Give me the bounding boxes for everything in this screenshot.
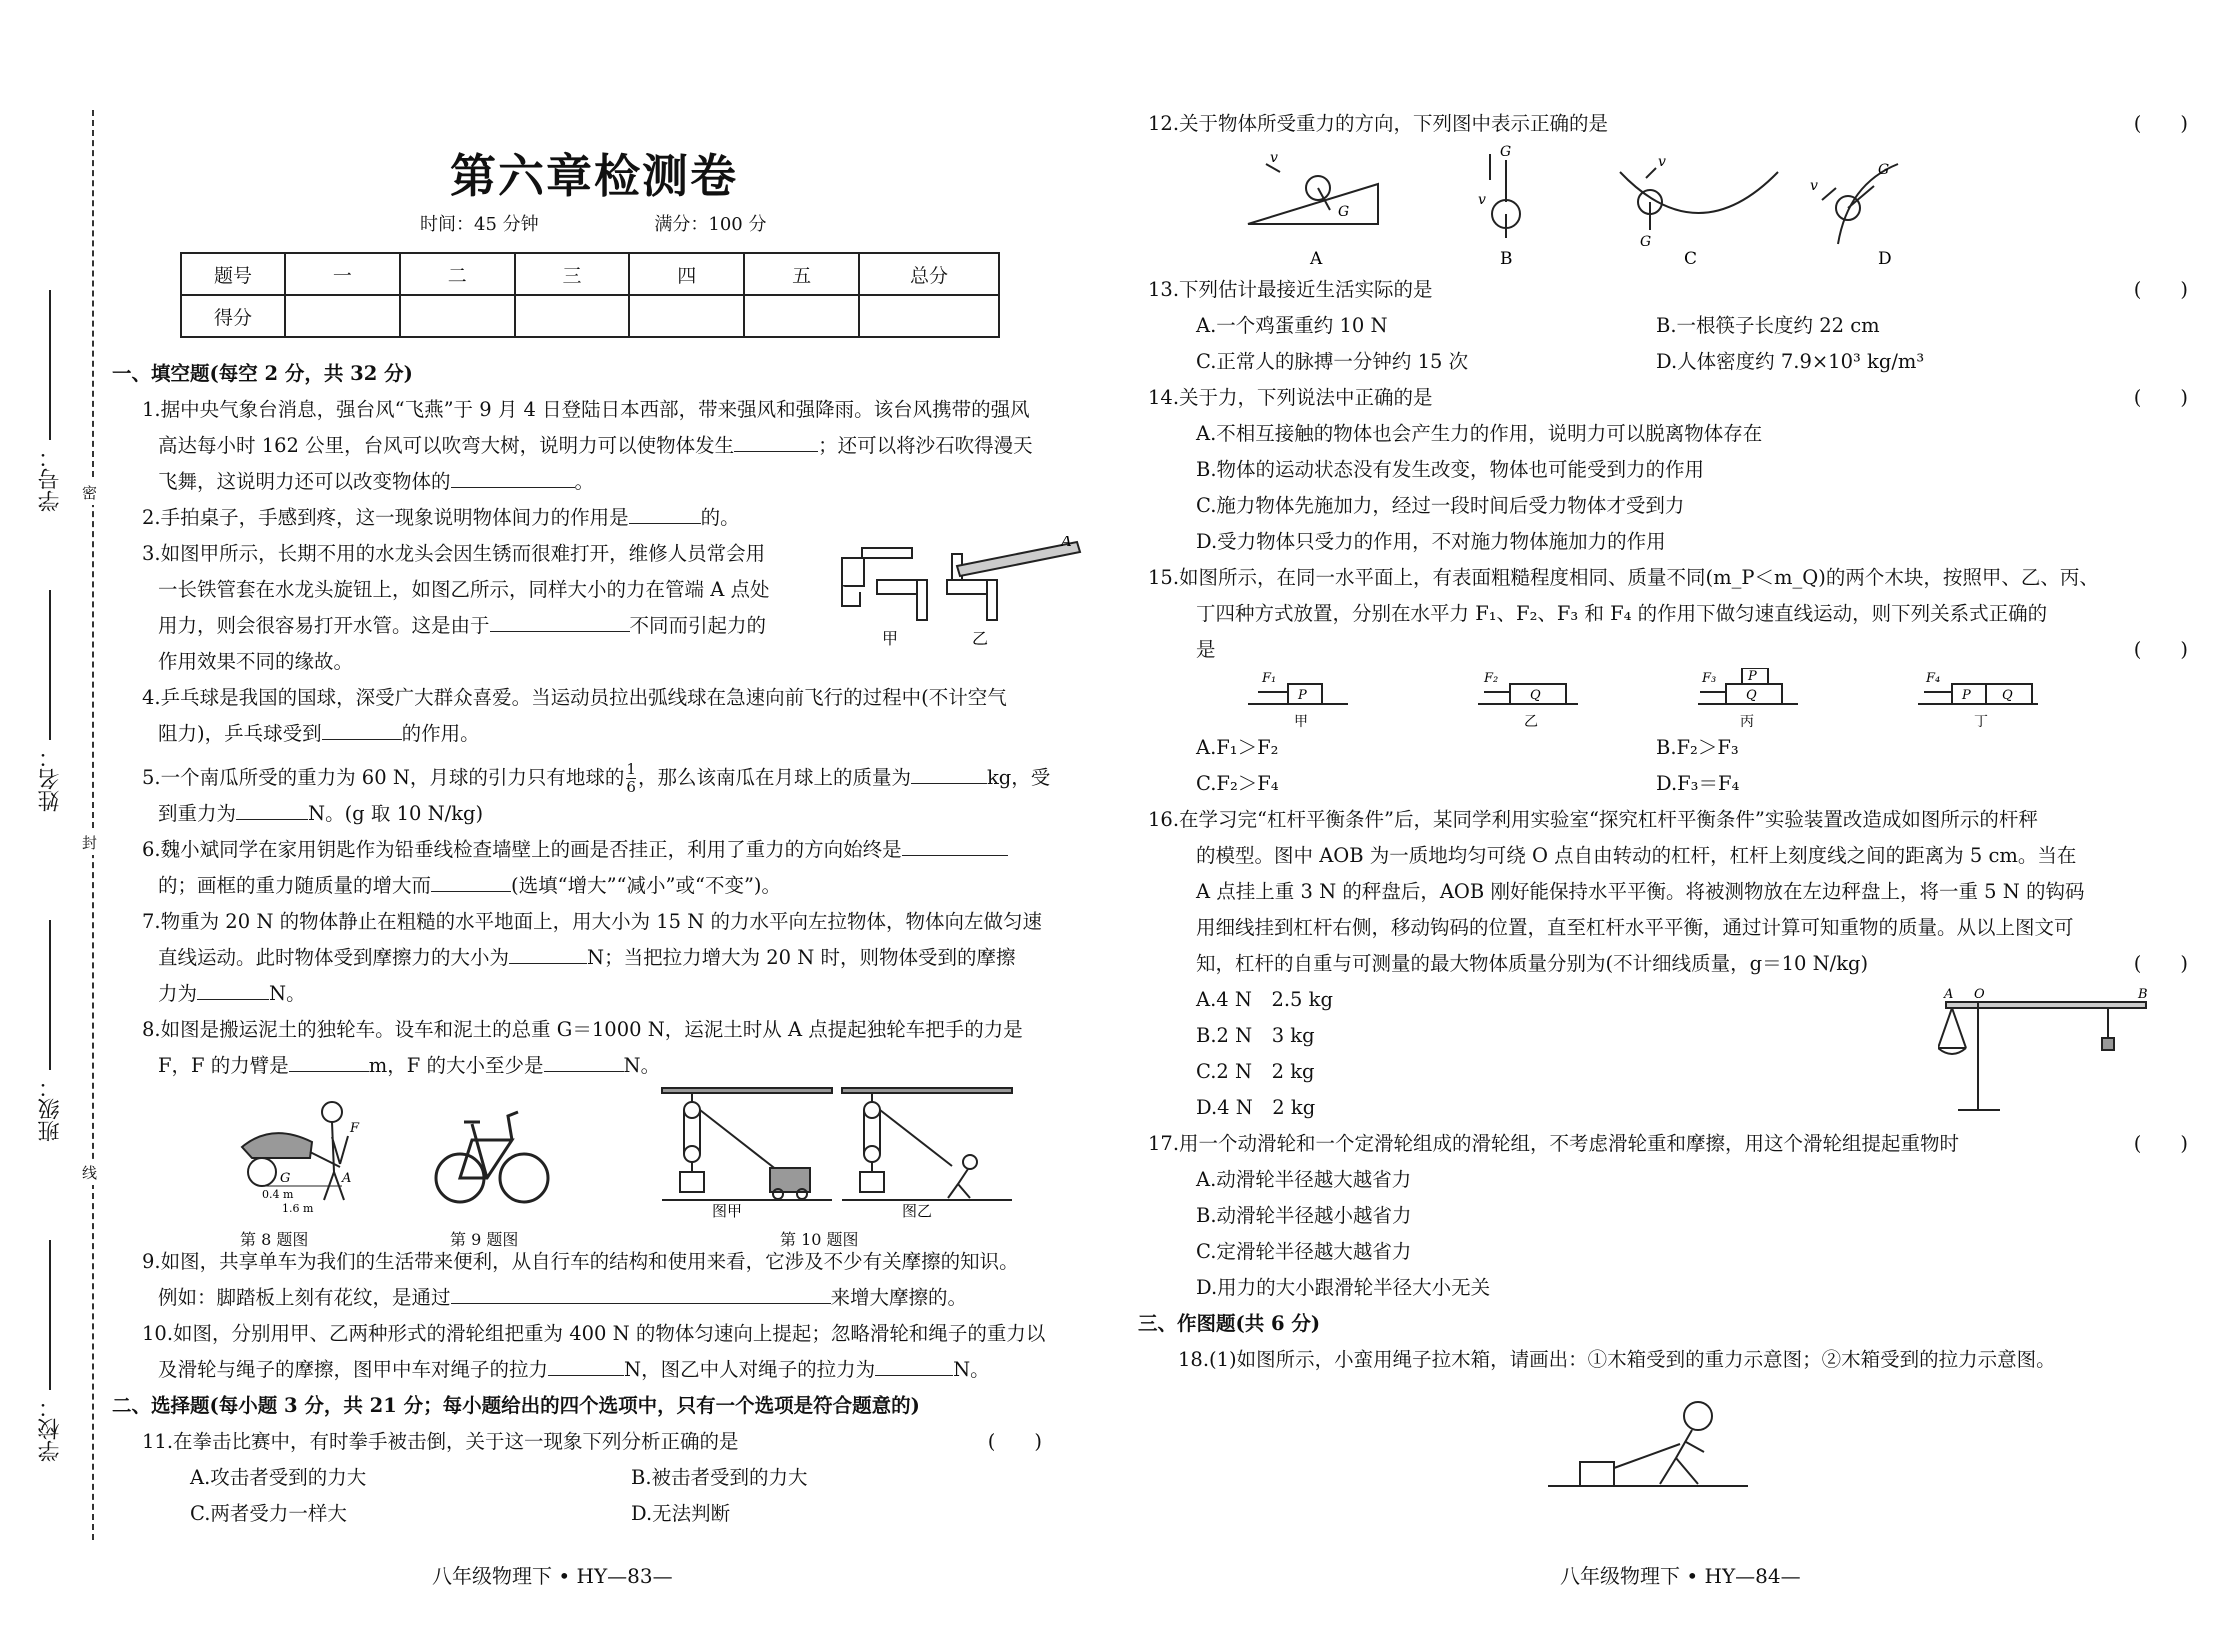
answer-paren[interactable]: ( ) <box>2133 386 2188 409</box>
question-1: 1.据中央气象台消息，强台风“飞燕”于 9 月 4 日登陆日本西部，带来强风和强降雨。该台风携带的强风 高达每小时 162 公里，台风可以吹弯大树，说明力可以使物体发生 ；还可以将沙石吹得漫天 飞舞，这说明力还可以改变物体的 。 <box>142 398 1033 493</box>
svg-text:A: A <box>342 1171 352 1186</box>
answer-blank[interactable] <box>544 1050 624 1072</box>
question-8: 8.如图是搬运泥土的独轮车。设车和泥土的总重 G＝1000 N，运泥土时从 A 点提起独轮车把手的力是 F，F 的力臂是 m，F 的大小至少是 N。 <box>142 1018 1023 1077</box>
svg-text:Q: Q <box>1746 688 1757 703</box>
svg-text:F₃: F₃ <box>1702 671 1717 686</box>
time-limit: 时间：45 分钟 <box>420 214 539 235</box>
score-header-cell: 三 <box>515 253 630 295</box>
binding-margin <box>0 110 110 1540</box>
student-id-field[interactable]: 学号： <box>30 290 70 512</box>
question-4: 4.乒乓球是我国的国球，深受广大群众喜爱。当运动员拉出弧线球在急速向前飞行的过程中(不计空气 阻力)，乒乓球受到 的作用。 <box>142 686 1007 745</box>
page-footer: 八年级物理下 • HY—84— <box>1560 1564 1801 1588</box>
option-c[interactable]: C.施力物体先施加力，经过一段时间后受力物体才受到力 <box>1196 494 1685 517</box>
svg-text:B: B <box>2138 987 2148 1002</box>
svg-text:A: A <box>1310 249 1323 269</box>
svg-text:P: P <box>1748 669 1757 684</box>
class-field[interactable]: 班级： <box>30 920 70 1142</box>
answer-paren[interactable]: ( ) <box>2133 278 2188 301</box>
fig-label-yi: 乙 <box>972 629 989 648</box>
answer-blank[interactable] <box>629 502 701 524</box>
option-a[interactable]: A.动滑轮半径越大越省力 <box>1196 1168 1412 1191</box>
svg-text:图甲: 图甲 <box>712 1202 743 1219</box>
svg-text:A: A <box>1944 987 1954 1002</box>
svg-text:v: v <box>1478 192 1486 208</box>
answer-blank[interactable] <box>451 1282 831 1304</box>
svg-text:v: v <box>1810 178 1818 194</box>
answer-paren[interactable]: ( ) <box>2133 952 2188 975</box>
q12-figures <box>1148 142 2188 272</box>
svg-text:0.4 m: 0.4 m <box>262 1188 294 1201</box>
svg-text:丙: 丙 <box>1740 714 1754 730</box>
answer-blank[interactable] <box>322 718 402 740</box>
question-7: 7.物重为 20 N 的物体静止在粗糙的水平地面上，用大小为 15 N 的力水平向左拉物体，物体向左做匀速 直线运动。此时物体受到摩擦力的大小为 N；当把拉力增大为 20 N 时，则物体受到的摩擦 力为 N。 <box>142 910 1043 1005</box>
score-table <box>180 252 1000 338</box>
svg-text:1.6 m: 1.6 m <box>282 1202 314 1215</box>
score-cell[interactable] <box>859 295 999 337</box>
svg-text:Q: Q <box>1530 688 1541 703</box>
svg-text:乙: 乙 <box>1524 714 1538 730</box>
answer-paren[interactable]: ( ) <box>987 1430 1042 1453</box>
option-b[interactable]: B.物体的运动状态没有发生改变，物体也可能受到力的作用 <box>1196 458 1705 481</box>
option-d[interactable]: D.人体密度约 7.9×10³ kg/m³ <box>1656 350 1925 373</box>
question-6: 6.魏小斌同学在家用钥匙作为铅垂线检查墙壁上的画是否挂正，利用了重力的方向始终是 的；画框的重力随质量的增大而 (选填“增大”“减小”或“不变”)。 <box>112 832 1072 904</box>
wheelbarrow-figure <box>222 1092 372 1222</box>
gravity-direction-figure <box>1238 144 2138 270</box>
score-header-cell: 一 <box>285 253 400 295</box>
option-b[interactable]: B.被击者受到的力大 <box>631 1466 808 1489</box>
svg-text:D: D <box>1878 249 1892 269</box>
answer-blank[interactable] <box>236 798 308 820</box>
option-b[interactable]: B.动滑轮半径越小越省力 <box>1196 1204 1412 1227</box>
section-title: 三、作图题(共 6 分) <box>1138 1312 1321 1335</box>
q18-figure <box>1148 1378 2188 1498</box>
svg-text:F₄: F₄ <box>1926 671 1941 686</box>
fig9-caption: 第 9 题图 <box>450 1230 519 1249</box>
score-header-cell: 二 <box>400 253 515 295</box>
full-score: 满分：100 分 <box>654 214 767 235</box>
score-cell[interactable] <box>744 295 859 337</box>
option-b[interactable]: B.2 N 3 kg <box>1196 1024 1315 1047</box>
page-title: 第六章检测卷 <box>450 149 738 203</box>
svg-text:O: O <box>1974 987 1985 1002</box>
answer-blank[interactable] <box>490 610 630 632</box>
svg-text:G: G <box>1878 162 1890 178</box>
fig-label-jia: 甲 <box>882 629 899 648</box>
blocks-figure <box>1248 668 2148 730</box>
score-cell[interactable] <box>515 295 630 337</box>
score-cell[interactable] <box>629 295 744 337</box>
answer-paren[interactable]: ( ) <box>2133 638 2188 661</box>
answer-blank[interactable] <box>548 1354 624 1376</box>
svg-text:图乙: 图乙 <box>902 1202 933 1219</box>
answer-blank[interactable] <box>289 1050 369 1072</box>
answer-blank[interactable] <box>197 978 269 1000</box>
option-a[interactable]: A.4 N 2.5 kg <box>1196 988 1333 1011</box>
right-content <box>1138 106 2188 1498</box>
left-page <box>0 0 1100 1644</box>
question-16: 16.在学习完“杠杆平衡条件”后，某同学利用实验室“探究杠杆平衡条件”实验装置改造成如图所示的杆秤 的模型。图中 AOB 为一质地均匀可绕 O 点自由转动的杠杆，杠杆上刻度线之间的距离为 5 cm。当在 A 点挂上重 3 N 的秤盘后，AOB 刚好能保持水平平衡。将被测物放在左边秤盘上，将一重 5 N 的钩码 用细线挂到杠杆右侧，移动钩码的位置，直至杠杆水平平衡，通过计算可知重物的质量。从以上图文可 知，杠杆的自重与可测量的最大物体质量分别为(不计细线质量，g＝10 N/kg) ( ) A.4 N 2.5 kg B.2 N 3 kg C.2 N 2 kg D.4 N 2 kg A O B <box>1148 802 2188 1126</box>
page-footer: 八年级物理下 • HY—83— <box>432 1564 673 1588</box>
score-header-cell: 总分 <box>859 253 999 295</box>
options <box>1148 344 2188 380</box>
option-d[interactable]: D.F₃＝F₄ <box>1656 772 1740 795</box>
option-c[interactable]: C.正常人的脉搏一分钟约 15 次 <box>1196 350 1469 373</box>
answer-blank[interactable] <box>734 430 818 452</box>
options <box>1148 766 2188 802</box>
svg-text:P: P <box>1962 688 1971 703</box>
exam-meta <box>420 210 876 236</box>
svg-text:F₂: F₂ <box>1484 671 1499 686</box>
steelyard-figure <box>1938 986 2158 1116</box>
option-c[interactable]: C.两者受力一样大 <box>190 1502 347 1525</box>
score-header-cell: 五 <box>744 253 859 295</box>
option-b[interactable]: B.F₂＞F₃ <box>1656 736 1739 759</box>
fig10-caption: 第 10 题图 <box>780 1230 859 1249</box>
answer-blank[interactable] <box>911 762 987 784</box>
fig8-caption: 第 8 题图 <box>240 1230 309 1249</box>
options <box>1148 308 2188 344</box>
question-12: 12.关于物体所受重力的方向，下列图中表示正确的是 ( ) <box>1148 106 2188 142</box>
question-18: 18.(1)如图所示，小蛮用绳子拉木箱，请画出：①木箱受到的重力示意图；②木箱受到的拉力示意图。 <box>1178 1348 2056 1371</box>
option-c[interactable]: C.定滑轮半径越大越省力 <box>1196 1240 1412 1263</box>
cut-mark-mi: 密 <box>82 480 97 505</box>
option-a[interactable]: A.不相互接触的物体也会产生力的作用，说明力可以脱离物体存在 <box>1196 422 1763 445</box>
option-b[interactable]: B.一根筷子长度约 22 cm <box>1656 314 1880 337</box>
svg-text:F₁: F₁ <box>1262 671 1277 686</box>
option-d[interactable]: D.受力物体只受力的作用，不对施力物体施加力的作用 <box>1196 530 1666 553</box>
options <box>1148 730 2188 766</box>
question-5: 5.一个南瓜所受的重力为 60 N，月球的引力只有地球的 $\frac{1}{6}$ ，那么该南瓜在月球上的质量为 kg，受 到重力为 N。(g 取 10 N/kg) <box>142 760 1051 825</box>
section-title: 二、选择题(每小题 3 分，共 21 分；每小题给出的四个选项中，只有一个选项是符合题意的) <box>112 1394 920 1417</box>
svg-text:G: G <box>1338 204 1350 220</box>
option-c[interactable]: C.F₂＞F₄ <box>1196 772 1279 795</box>
q15-figures <box>1148 668 2188 730</box>
right-page <box>1120 0 2239 1644</box>
answer-blank[interactable] <box>902 834 1008 856</box>
svg-text:G: G <box>280 1171 291 1186</box>
option-d[interactable]: D.4 N 2 kg <box>1196 1096 1316 1119</box>
score-header-cell: 四 <box>629 253 744 295</box>
pulley-figure <box>652 1084 1052 1219</box>
pulling-box-figure <box>1548 1398 1748 1498</box>
faucet-figure <box>832 536 1082 648</box>
figures-row <box>112 1084 1072 1249</box>
answer-paren[interactable]: ( ) <box>2133 1132 2188 1155</box>
question-9: 9.如图，共享单车为我们的生活带来便利，从自行车的结构和使用来看，它涉及不少有关摩擦的知识。 例如：脚踏板上刻有花纹，是通过 来增大摩擦的。 <box>142 1250 1019 1309</box>
svg-text:Q: Q <box>2002 688 2013 703</box>
bicycle-figure <box>432 1094 552 1214</box>
options <box>142 1496 1072 1532</box>
question-10: 10.如图，分别用甲、乙两种形式的滑轮组把重为 400 N 的物体匀速向上提起；忽略滑轮和绳子的重力以 及滑轮与绳子的摩擦，图甲中车对绳子的拉力 N，图乙中人对绳子的拉力为 N。 <box>142 1322 1046 1381</box>
question-14: 14.关于力，下列说法中正确的是 ( ) <box>1148 380 2188 416</box>
option-d[interactable]: D.用力的大小跟滑轮半径大小无关 <box>1196 1276 1491 1299</box>
section-title: 一、填空题(每空 2 分，共 32 分) <box>112 362 413 385</box>
question-15: 15.如图所示，在同一水平面上，有表面粗糙程度相同、质量不同(m_P＜m_Q)的两个木块，按照甲、乙、丙、 丁四种方式放置，分别在水平力 F₁、F₂、F₃ 和 F₄ 的作用下做匀速直线运动，则下列关系式正确的 是 ( ) <box>1148 560 2188 668</box>
answer-blank[interactable] <box>451 466 575 488</box>
name-field[interactable]: 姓名： <box>30 590 70 812</box>
svg-text:C: C <box>1684 249 1698 269</box>
fraction: $\frac{1}{6}$ <box>626 760 636 796</box>
option-d[interactable]: D.无法判断 <box>631 1502 731 1525</box>
option-a[interactable]: A.一个鸡蛋重约 10 N <box>1196 314 1388 337</box>
options <box>142 1460 1072 1496</box>
answer-blank[interactable] <box>509 942 587 964</box>
fig-label-a: A <box>1061 536 1072 550</box>
svg-text:丁: 丁 <box>1974 714 1988 730</box>
question-2: 2.手拍桌子，手感到疼，这一现象说明物体间力的作用是 的。 <box>112 500 1072 536</box>
question-11: 11.在拳击比赛中，有时拳手被击倒，关于这一现象下列分析正确的是 ( ) A.攻击者受到的力大 B.被击者受到的力大 C.两者受力一样大 D.无法判断 <box>112 1424 1072 1532</box>
svg-text:v: v <box>1270 150 1278 166</box>
score-header-cell: 题号 <box>181 253 285 295</box>
answer-blank[interactable] <box>431 870 511 892</box>
question-3: 3.如图甲所示，长期不用的水龙头会因生锈而很难打开，维修人员常会用 一长铁管套在水龙头旋钮上，如图乙所示，同样大小的力在管端 A 点处 用力，则会很容易打开水管。这是由于 不同而引起力的 作用效果不同的缘故。 A 甲 乙 <box>112 536 1072 680</box>
svg-text:F: F <box>350 1121 360 1136</box>
score-row-label: 得分 <box>181 295 285 337</box>
score-cell[interactable] <box>400 295 515 337</box>
answer-blank[interactable] <box>875 1354 953 1376</box>
answer-paren[interactable]: ( ) <box>2133 112 2188 135</box>
svg-text:B: B <box>1500 249 1513 269</box>
option-a[interactable]: A.F₁＞F₂ <box>1196 736 1279 759</box>
svg-text:v: v <box>1658 154 1666 170</box>
cut-mark-xian: 线 <box>82 1160 97 1185</box>
cut-mark-feng: 封 <box>82 830 97 855</box>
option-c[interactable]: C.2 N 2 kg <box>1196 1060 1315 1083</box>
svg-text:G: G <box>1640 234 1652 250</box>
svg-text:P: P <box>1298 688 1307 703</box>
cut-line <box>92 110 94 1540</box>
option-a[interactable]: A.攻击者受到的力大 <box>190 1466 367 1489</box>
school-field[interactable]: 学校： <box>30 1240 70 1462</box>
question-13: 13.下列估计最接近生活实际的是 ( ) <box>1148 272 2188 308</box>
score-cell[interactable] <box>285 295 400 337</box>
left-content <box>112 356 1072 1532</box>
svg-text:甲: 甲 <box>1294 714 1308 730</box>
svg-text:G: G <box>1500 144 1512 160</box>
question-17: 17.用一个动滑轮和一个定滑轮组成的滑轮组，不考虑滑轮重和摩擦，用这个滑轮组提起重物时 ( ) <box>1148 1126 2188 1162</box>
